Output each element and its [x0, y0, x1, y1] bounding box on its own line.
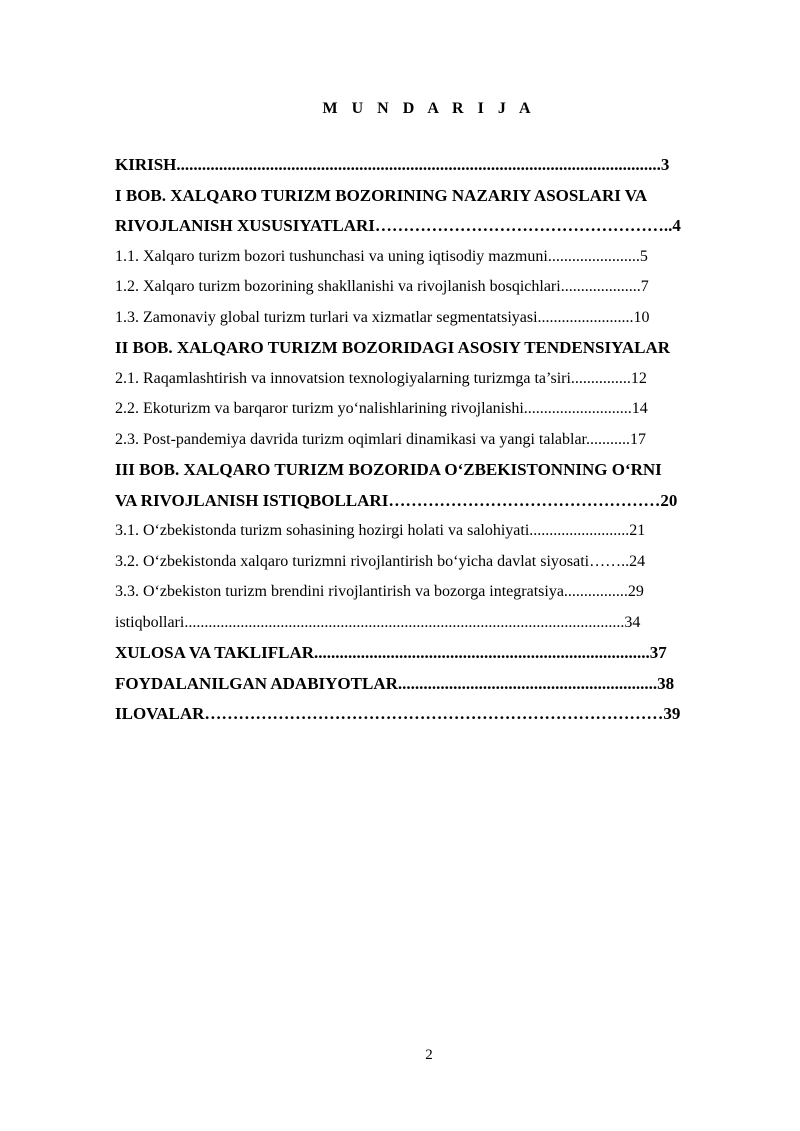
page-number: 2 — [425, 1047, 433, 1063]
toc-entry-section-3-1: 3.1. O‘zbekistonda turizm sohasining hozirgi holati va salohiyati.........................21 — [115, 522, 646, 539]
toc-entry-section-1-2: 1.2. Xalqaro turizm bozorining shakllanishi va rivojlanish bosqichlari....................7 — [115, 278, 649, 295]
toc-entry-adabiyotlar: FOYDALANILGAN ADABIYOTLAR.............................................................38 — [115, 673, 675, 693]
toc-entry-section-2-3: 2.3. Post-pandemiya davrida turizm oqimlari dinamikasi va yangi talablar...........17 — [115, 430, 646, 448]
toc-entry-chapter-1-line-1: I BOB. XALQARO TURIZM BOZORINING NAZARIY ASOSLARI VA — [115, 185, 648, 205]
toc-entry-section-2-1: 2.1. Raqamlashtirish va innovatsion texnologiyalarning turizmga ta’siri...............12 — [115, 369, 647, 387]
toc-entry-section-2-2: 2.2. Ekoturizm va barqaror turizm yo‘nalishlarining rivojlanishi...........................14 — [115, 400, 648, 417]
toc-title: M U N D A R I J A — [322, 100, 536, 117]
toc-entry-section-3-2: 3.2. O‘zbekistonda xalqaro turizmni rivojlantirish bo‘yicha davlat siyosati……..24 — [115, 552, 646, 570]
toc-entry-chapter-1-line-2: RIVOJLANISH XUSUSIYATLARI……………………………………………..4 — [115, 216, 681, 235]
toc-entry-chapter-3-line-2: VA RIVOJLANISH ISTIQBOLLARI…………………………………………20 — [115, 490, 678, 510]
table-of-contents — [115, 150, 745, 730]
toc-entry-ilovalar: ILOVALAR………………………………………………………………………39 — [115, 704, 681, 723]
toc-entry-section-1-3: 1.3. Zamonaviy global turizm turlari va xizmatlar segmentatsiyasi........................10 — [115, 308, 650, 326]
toc-entry-section-1-1: 1.1. Xalqaro turizm bozori tushunchasi va uning iqtisodiy mazmuni.......................5 — [115, 247, 648, 265]
toc-entry-kirish: KIRISH..................................................................................................................3 — [115, 155, 670, 174]
toc-entry-section-3-3-line-2: istiqbollari..............................................................................................................34 — [115, 613, 641, 631]
toc-entry-chapter-3-line-1: III BOB. XALQARO TURIZM BOZORIDA O‘ZBEKISTONNING O‘RNI — [115, 460, 662, 479]
toc-entry-chapter-2: II BOB. XALQARO TURIZM BOZORIDAGI ASOSIY TENDENSIYALAR — [115, 338, 670, 357]
toc-entry-section-3-3-line-1: 3.3. O‘zbekiston turizm brendini rivojlantirish va bozorga integratsiya................29 — [115, 583, 644, 600]
toc-entry-xulosa: XULOSA VA TAKLIFLAR...............................................................................37 — [115, 643, 667, 662]
